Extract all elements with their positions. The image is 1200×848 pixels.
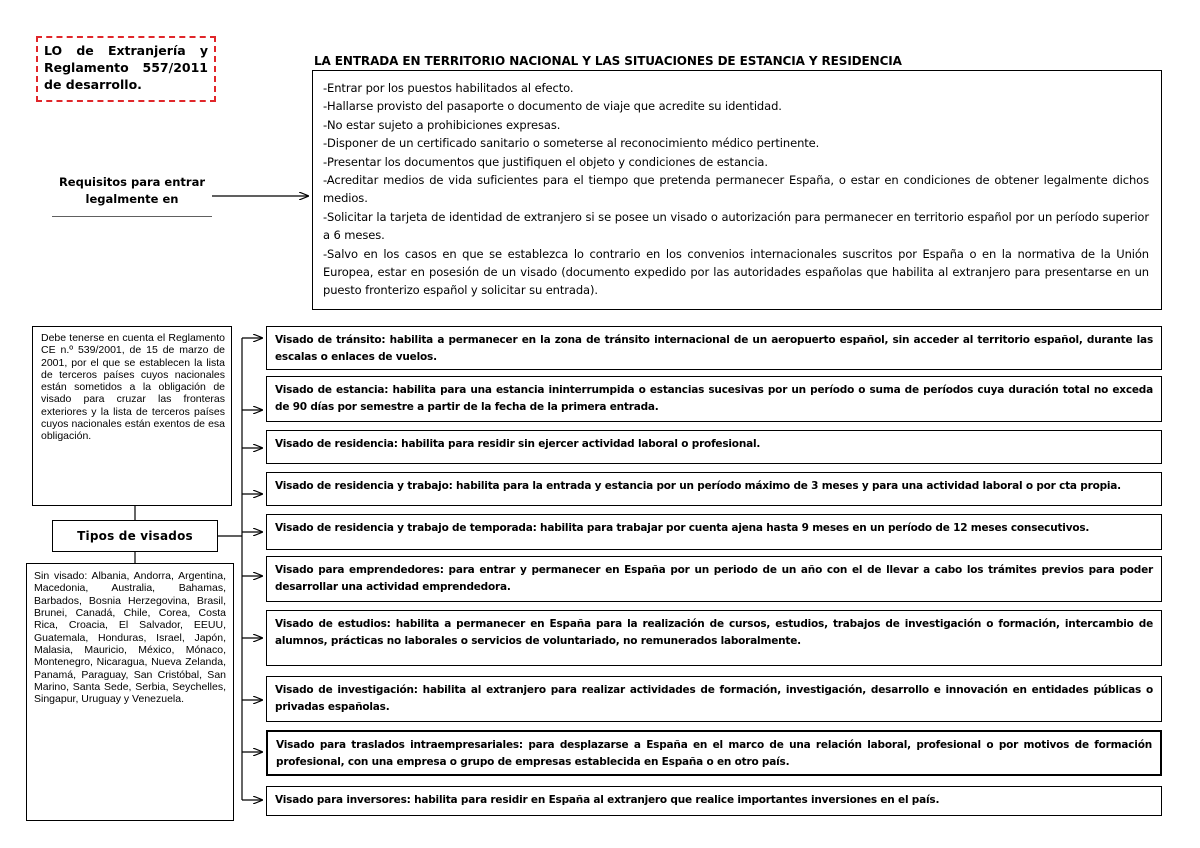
main-title: LA ENTRADA EN TERRITORIO NACIONAL Y LAS SITUACIONES DE ESTANCIA Y RESIDENCIA (314, 54, 902, 68)
visa-research: Visado de investigación: habilita al extranjero para realizar actividades de formación, investigación, desarrollo e innovación en entidades públicas o privadas españolas. (266, 676, 1162, 722)
law-reference-tag: LO de Extranjería y Reglamento 557/2011 de desarrollo. (36, 36, 216, 102)
requirement-item: -Hallarse provisto del pasaporte o documento de viaje que acredite su identidad. (323, 99, 782, 114)
requirement-item: -No estar sujeto a prohibiciones expresas. (323, 117, 561, 132)
requirement-item: -Acreditar medios de vida suficientes para el tiempo que pretenda permanecer España, o estar en condiciones de obtener legalmente dichos medios. (323, 173, 1149, 206)
requirement-item: -Salvo en los casos en que se establezca lo contrario en los convenios internacionales suscritos por España o en la normativa de la Unión Europea, estar en posesión de un visado (documento expedido por las autoridades españolas que habilita al extranjero para presentarse en un puesto fronterizo español y solicitar su entrada). (323, 246, 1149, 298)
visa-transit: Visado de tránsito: habilita a permanecer en la zona de tránsito internacional de un aeropuerto español, sin acceder al territorio español, durante las escalas o enlaces de vuelos. (266, 326, 1162, 370)
requirement-item: -Entrar por los puestos habilitados al efecto. (323, 81, 574, 95)
requirements-box (312, 70, 1162, 310)
visa-residence-work: Visado de residencia y trabajo: habilita para la entrada y estancia por un período máximo de 3 meses y para una actividad laboral o por cta propia. (266, 472, 1162, 506)
visa-intracompany-transfers: Visado para traslados intraempresariales: para desplazarse a España en el marco de una relación laboral, profesional o por motivos de formación profesional, con una empresa o grupo de empresas establecida en España o en otro país. (266, 730, 1162, 776)
visa-investors: Visado para inversores: habilita para residir en España al extranjero que realice importantes inversiones en el país. (266, 786, 1162, 816)
requirement-item: -Disponer de un certificado sanitario o someterse al reconocimiento médico pertinente. (323, 136, 820, 151)
visa-types-label: Tipos de visados (52, 520, 218, 552)
requirements-label: Requisitos para entrar legalmente en (52, 168, 212, 216)
visa-residence: Visado de residencia: habilita para residir sin ejercer actividad laboral o profesional. (266, 430, 1162, 464)
visa-stay: Visado de estancia: habilita para una estancia ininterrumpida o estancias sucesivas por un período o suma de períodos cuya duración total no exceda de 90 días por semestre a partir de la fecha de la primera entrada. (266, 376, 1162, 422)
visa-branch-arrows (242, 338, 262, 800)
requirement-item: -Solicitar la tarjeta de identidad de extranjero si se posee un visado o autorización para permanecer en territorio español por un período superior a 6 meses. (323, 209, 1149, 243)
visa-entrepreneurs: Visado para emprendedores: para entrar y permanecer en España por un periodo de un año con el de llevar a cabo los trámites previos para poder desarrollar una actividad emprendedora. (266, 556, 1162, 602)
regulation-note: Debe tenerse en cuenta el Reglamento CE n.º 539/2001, de 15 de marzo de 2001, por el que se establecen la lista de terceros países cuyos nacionales están sometidos a la obligación de visado para cruzar las fronteras exteriores y la lista de terceros países cuyos nacionales están exentos de esa obligación. (32, 326, 232, 506)
no-visa-countries: Sin visado: Albania, Andorra, Argentina, Macedonia, Australia, Bahamas, Barbados, Bosnia Herzegovina, Brasil, Brunei, Canadá, Chile, Corea, Costa Rica, Croacia, El Salvador, EEUU, Guatemala, Honduras, Israel, Japón, Malasia, Mauricio, México, Mónaco, Montenegro, Nicaragua, Nueva Zelanda, Panamá, Paraguay, San Cristóbal, San Marino, Santa Sede, Serbia, Seychelles, Singapur, Uruguay y Venezuela. (26, 563, 234, 821)
visa-seasonal-work: Visado de residencia y trabajo de temporada: habilita para trabajar por cuenta ajena hasta 9 meses en un período de 12 meses consecutivos. (266, 514, 1162, 550)
visa-studies: Visado de estudios: habilita a permanecer en España para la realización de cursos, estudios, trabajos de investigación o formación, intercambio de alumnos, prácticas no laborales o servicios de voluntariado, no remunerados laboralmente. (266, 610, 1162, 666)
requirement-item: -Presentar los documentos que justifiquen el objeto y condiciones de estancia. (323, 154, 768, 169)
